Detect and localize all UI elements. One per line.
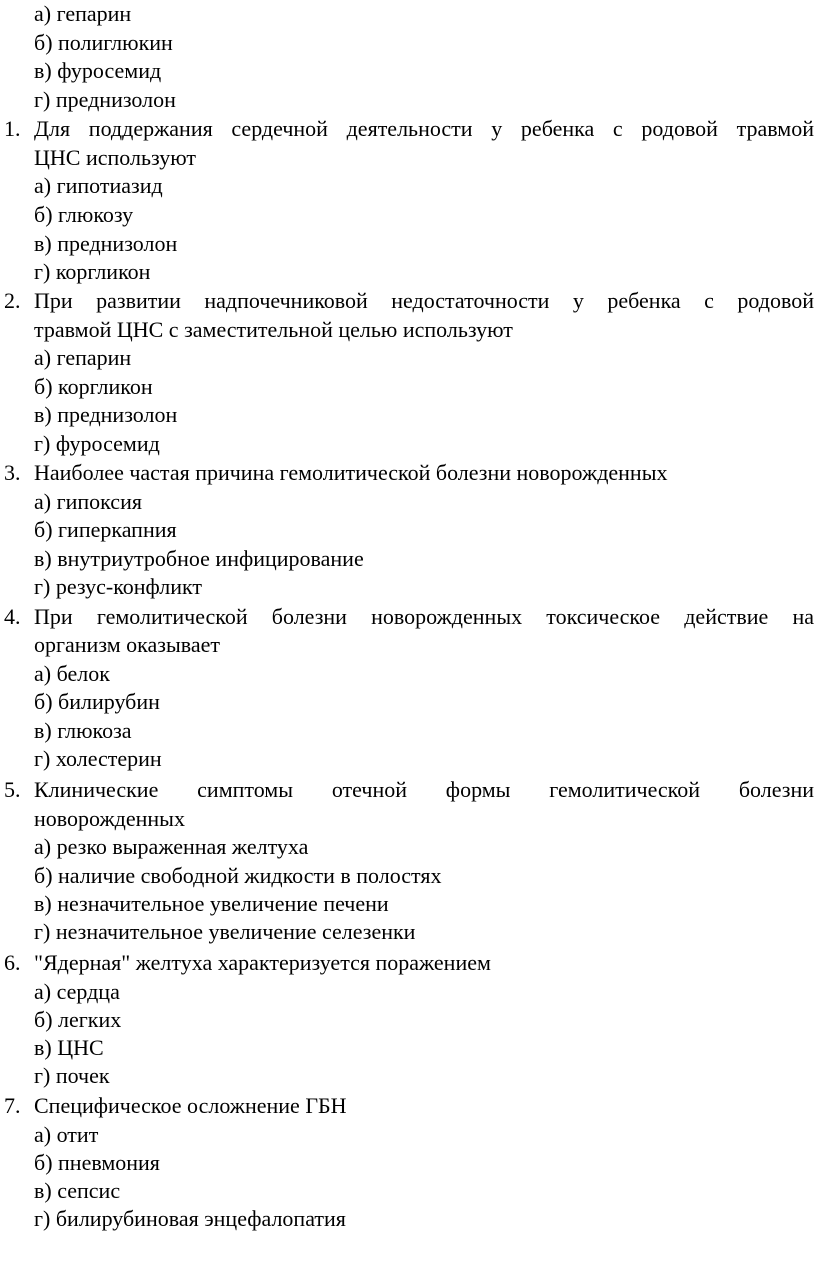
question-4-text-line-1: При гемолитической болезни новорожденных токсическое действие на — [34, 604, 814, 629]
question-5-option-d: г) незначительное увеличение селезенки — [34, 919, 416, 944]
question-1-text-line-1: Для поддержания сердечной деятельности у ребенка с родовой травмой — [34, 116, 814, 141]
question-5-number: 5. — [4, 777, 21, 802]
lead-option-d: г) преднизолон — [34, 87, 176, 112]
question-2-text-line-2: травмой ЦНС с заместительной целью используют — [34, 317, 513, 342]
question-6-text-line-1: "Ядерная" желтуха характеризуется поражением — [34, 950, 491, 975]
question-5-option-b: б) наличие свободной жидкости в полостях — [34, 863, 442, 888]
question-1-text-line-2: ЦНС используют — [34, 145, 196, 170]
question-5-option-c: в) незначительное увеличение печени — [34, 891, 389, 916]
question-2-option-c: в) преднизолон — [34, 402, 178, 427]
question-4-text-line-2: организм оказывает — [34, 632, 220, 657]
question-1-option-d: г) коргликон — [34, 259, 151, 284]
question-1-option-c: в) преднизолон — [34, 231, 178, 256]
question-3-text-line-1: Наиболее частая причина гемолитической болезни новорожденных — [34, 460, 668, 485]
question-4-option-d: г) холестерин — [34, 746, 162, 771]
question-2-number: 2. — [4, 288, 21, 313]
question-3-option-d: г) резус-конфликт — [34, 574, 203, 599]
question-2-option-a: а) гепарин — [34, 345, 132, 370]
question-3-option-c: в) внутриутробное инфицирование — [34, 546, 364, 571]
question-6-option-d: г) почек — [34, 1063, 110, 1088]
question-6-option-c: в) ЦНС — [34, 1035, 104, 1060]
lead-option-a: а) гепарин — [34, 1, 132, 26]
question-7-option-a: а) отит — [34, 1122, 99, 1147]
question-1-option-b: б) глюкозу — [34, 202, 134, 227]
question-5-text-line-1: Клинические симптомы отечной формы гемолитической болезни — [34, 777, 814, 802]
question-6-option-a: а) сердца — [34, 979, 120, 1004]
lead-option-b: б) полиглюкин — [34, 30, 173, 55]
question-5-text-line-2: новорожденных — [34, 806, 185, 831]
question-2-option-b: б) коргликон — [34, 374, 153, 399]
question-7-option-d: г) билирубиновая энцефалопатия — [34, 1206, 346, 1231]
question-7-option-c: в) сепсис — [34, 1178, 121, 1203]
question-1-number: 1. — [4, 116, 21, 141]
question-3-option-a: а) гипоксия — [34, 489, 142, 514]
question-4-option-c: в) глюкоза — [34, 718, 132, 743]
question-4-option-b: б) билирубин — [34, 689, 160, 714]
question-4-option-a: а) белок — [34, 661, 110, 686]
lead-option-c: в) фуросемид — [34, 58, 162, 83]
question-1-option-a: а) гипотиазид — [34, 173, 163, 198]
question-7-option-b: б) пневмония — [34, 1150, 160, 1175]
question-5-option-a: а) резко выраженная желтуха — [34, 834, 309, 859]
question-3-option-b: б) гиперкапния — [34, 517, 177, 542]
question-4-number: 4. — [4, 604, 21, 629]
question-3-number: 3. — [4, 460, 21, 485]
question-6-number: 6. — [4, 950, 21, 975]
question-6-option-b: б) легких — [34, 1007, 122, 1032]
question-2-text-line-1: При развитии надпочечниковой недостаточности у ребенка с родовой — [34, 288, 814, 313]
question-2-option-d: г) фуросемид — [34, 431, 160, 456]
question-7-number: 7. — [4, 1093, 21, 1118]
question-7-text-line-1: Специфическое осложнение ГБН — [34, 1093, 347, 1118]
